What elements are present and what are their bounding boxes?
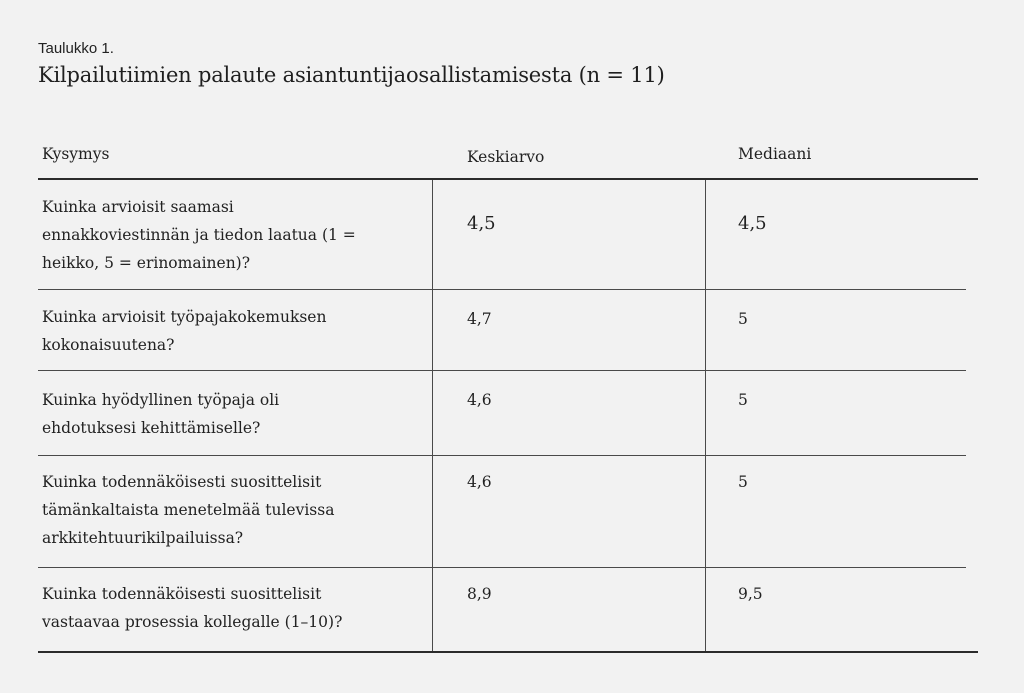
mean-cell: 4,6 [467,391,492,409]
header-median: Mediaani [738,145,812,163]
question-cell: Kuinka arvioisit työpajakokemuksen kokonaisuutena? [42,308,327,354]
median-cell: 9,5 [738,585,763,603]
question-cell: Kuinka todennäköisesti suosittelisit tämänkaltaista menetelmää tulevissa arkkitehtuurikilpailuissa? [42,473,335,547]
median-cell: 5 [738,391,748,409]
median-cell: 5 [738,473,748,491]
row-divider [38,567,966,568]
row-divider [38,455,966,456]
column-divider [432,180,433,651]
row-divider [38,370,966,371]
median-cell: 4,5 [738,213,767,234]
header-question: Kysymys [42,145,110,163]
table-title: Kilpailutiimien palaute asiantuntijaosallistamisesta (n = 11) [38,63,665,87]
mean-cell: 4,6 [467,473,492,491]
table-label: Taulukko 1. [38,40,114,57]
mean-cell: 4,7 [467,310,492,328]
mean-cell: 8,9 [467,585,492,603]
header-mean: Keskiarvo [467,148,545,166]
question-cell: Kuinka hyödyllinen työpaja oli ehdotuksesi kehittämiselle? [42,391,280,437]
bottom-rule [38,651,978,653]
question-cell: Kuinka arvioisit saamasi ennakkoviestinnän ja tiedon laatua (1 = heikko, 5 = erinomainen)? [42,198,356,272]
question-cell: Kuinka todennäköisesti suosittelisit vastaavaa prosessia kollegalle (1–10)? [42,585,343,631]
row-divider [38,289,966,290]
header-rule [38,178,978,180]
median-cell: 5 [738,310,748,328]
column-divider [705,180,706,651]
mean-cell: 4,5 [467,213,496,234]
